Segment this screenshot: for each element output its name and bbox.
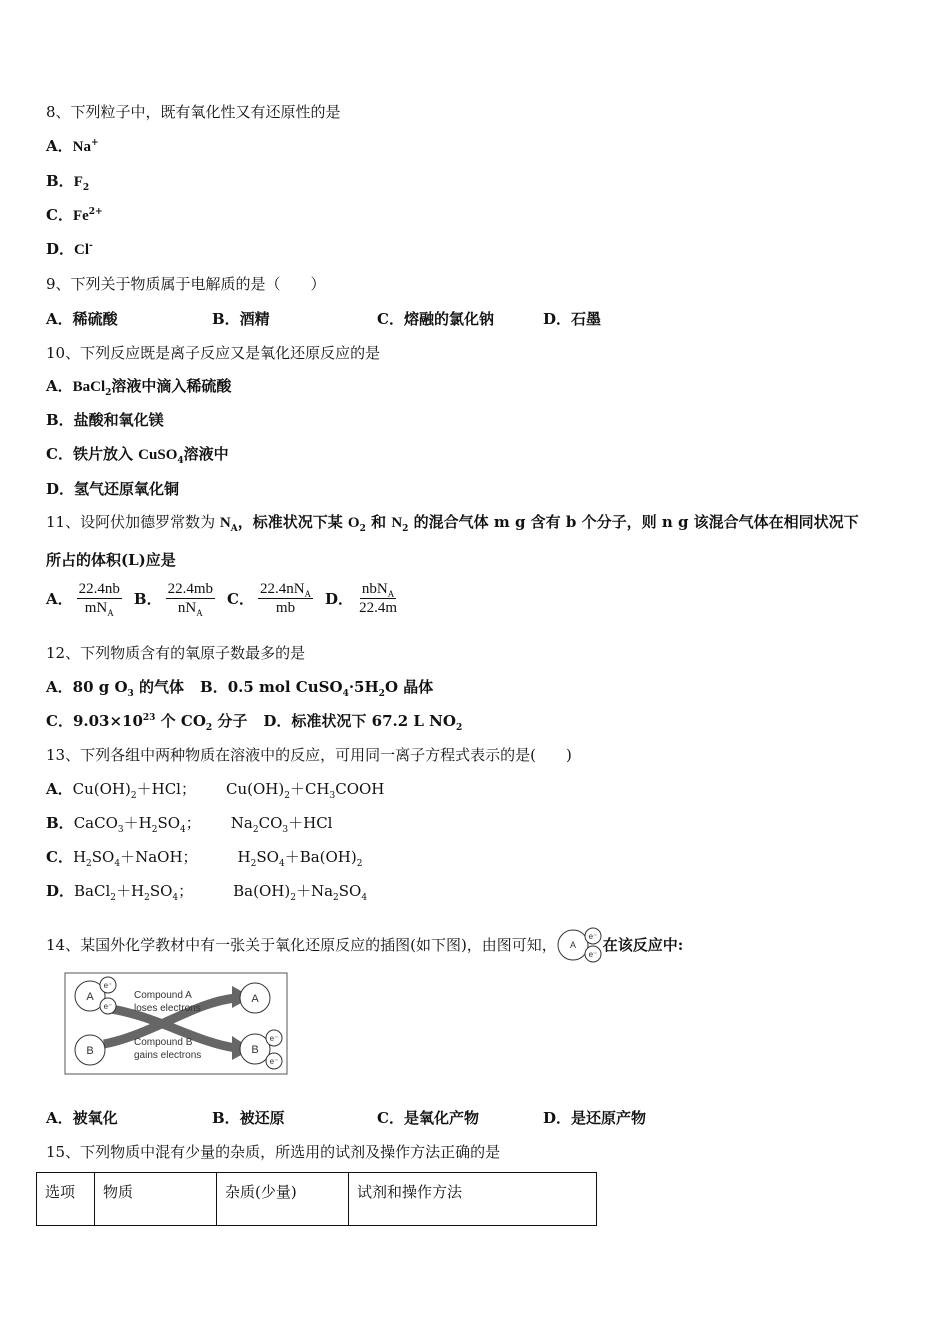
q9-option-b: B．酒精 bbox=[212, 310, 270, 328]
q15-table bbox=[36, 1172, 597, 1226]
label-gains-electrons: gains electrons bbox=[134, 1050, 202, 1061]
electron-b-1: e⁻ bbox=[269, 1034, 279, 1043]
q11-option-c-fraction: $\frac{22.4nN_A}{mb}$ bbox=[259, 581, 312, 616]
atom-a-left-label: A bbox=[86, 991, 94, 1003]
q15-stem: 15、下列物质中混有少量的杂质，所选用的试剂及操作方法正确的是 bbox=[46, 1143, 501, 1161]
q11-stem-line2: 所占的体积(L)应是 bbox=[46, 551, 176, 569]
atom-a-right-label: A bbox=[251, 993, 259, 1005]
icon-electron-2: e⁻ bbox=[588, 950, 598, 959]
atom-b-left-label: B bbox=[86, 1045, 94, 1057]
q8-option-b: B．$F_2$ bbox=[46, 172, 90, 193]
q12-options-ab: A．80 g $O_3$ 的气体 B．0.5 mol $CuSO_4\cdot 5H_2O$ 晶体 bbox=[46, 678, 434, 699]
q14-option-c: C．是氧化产物 bbox=[377, 1109, 479, 1127]
q9-option-d: D．石墨 bbox=[543, 310, 602, 328]
col-option: 选项 bbox=[37, 1173, 95, 1226]
q14-stem: 14、某国外化学教材中有一张关于氧化还原反应的插图(如下图)，由图可知， A e⁻ e⁻ 在该反应中: bbox=[46, 927, 683, 963]
col-substance: 物质 bbox=[95, 1173, 217, 1226]
q11-option-a-fraction: $\frac{22.4nb}{mN_A}$ bbox=[78, 581, 120, 618]
q10-option-b: B．盐酸和氧化镁 bbox=[46, 411, 164, 429]
q11-option-d-fraction: $\frac{nbN_A}{22.4m}$ bbox=[359, 581, 397, 616]
q13-option-b: B．$CaCO_3+H_2SO_4$； $Na_2CO_3+HCl$ bbox=[46, 814, 333, 835]
q10-stem: 10、下列反应既是离子反应又是氧化还原反应的是 bbox=[46, 344, 381, 362]
redox-figure bbox=[64, 972, 288, 1075]
q8-option-c: C．$Fe^{2+}$ bbox=[46, 206, 103, 224]
table-header-row bbox=[37, 1173, 597, 1226]
q11-option-b-fraction: $\frac{22.4mb}{nN_A}$ bbox=[167, 581, 213, 618]
label-compound-b: Compound B bbox=[134, 1037, 193, 1048]
electron-b-2: e⁻ bbox=[269, 1057, 279, 1066]
q8-stem: 8、下列粒子中，既有氧化性又有还原性的是 bbox=[46, 103, 341, 121]
q8-option-d: D．Cl- bbox=[46, 240, 93, 258]
q12-stem: 12、下列物质含有的氧原子数最多的是 bbox=[46, 644, 306, 662]
q9-option-a: A．稀硫酸 bbox=[46, 310, 118, 328]
electron-a-1: e⁻ bbox=[103, 981, 113, 990]
q9-option-c: C．熔融的氯化钠 bbox=[377, 310, 494, 328]
q13-option-d: D．$BaCl_2+H_2SO_4$； $Ba(OH)_2+Na_2SO_4$ bbox=[46, 882, 368, 903]
col-method: 试剂和操作方法 bbox=[349, 1173, 597, 1226]
q14-option-d: D．是还原产物 bbox=[543, 1109, 647, 1127]
q11-stem: 11、设阿伏加德罗常数为 $N_A$，标准状况下某 $O_2$ 和 $N_2$ 的混合气体 m g 含有 b 个分子，则 n g 该混合气体在相同状况下 bbox=[46, 513, 859, 534]
label-loses-electrons: loses electrons bbox=[134, 1003, 201, 1014]
icon-electron-1: e⁻ bbox=[588, 932, 598, 941]
q11-options: A． $\frac{22.4nb}{mN_A}$ B． $\frac{22.4mb}{nN_A}$ C． $\frac{22.4nN_A}{mb}$ D． $\frac{nbN_A}{22.4m}$ bbox=[46, 581, 397, 618]
q12-options-cd: C．$9.03\times 10^{23}$ 个 $CO_2$ 分子 D．标准状况下 67.2 L $NO_2$ bbox=[46, 712, 463, 733]
col-impurity: 杂质(少量) bbox=[217, 1173, 349, 1226]
q10-option-a: A．BaCl$_2$溶液中滴入稀硫酸 bbox=[46, 377, 232, 398]
label-compound-a: Compound A bbox=[134, 990, 192, 1001]
electron-a-2: e⁻ bbox=[103, 1002, 113, 1011]
q13-option-c: C．$H_2SO_4+NaOH$； $H_2SO_4+Ba(OH)_2$ bbox=[46, 848, 363, 869]
q8-option-a: A．Na+ bbox=[46, 137, 99, 155]
icon-atom-a-label: A bbox=[569, 940, 576, 950]
q13-stem: 13、下列各组中两种物质在溶液中的反应，可用同一离子方程式表示的是( ) bbox=[46, 746, 572, 764]
atom-b-right-label: B bbox=[251, 1044, 259, 1056]
q13-option-a: A．$Cu(OH)_2+HCl$； $Cu(OH)_2+CH_3COOH$ bbox=[46, 780, 385, 801]
q10-option-d: D．氢气还原氧化铜 bbox=[46, 480, 180, 498]
q14-option-b: B．被还原 bbox=[212, 1109, 285, 1127]
q14-option-a: A．被氧化 bbox=[46, 1109, 118, 1127]
q9-stem: 9、下列关于物质属于电解质的是（ ） bbox=[46, 275, 326, 293]
q10-option-c: C．铁片放入 CuSO$_4$溶液中 bbox=[46, 445, 229, 466]
atom-a-with-electrons-icon bbox=[557, 927, 603, 963]
